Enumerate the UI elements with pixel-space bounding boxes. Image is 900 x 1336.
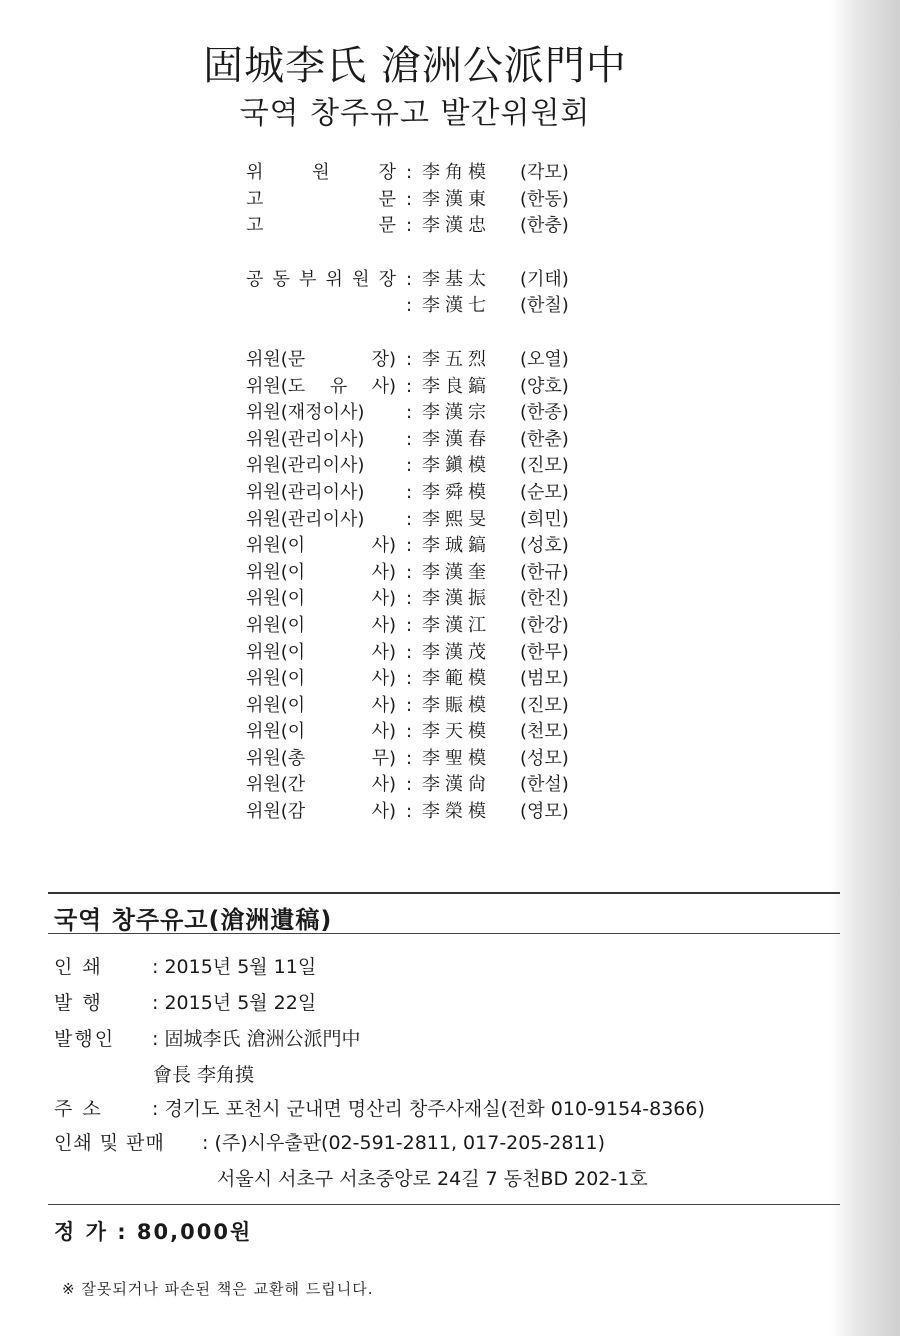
print-label: 인 쇄: [54, 956, 103, 978]
committee-role: [246, 640, 396, 667]
member-reading: (양호): [520, 375, 569, 397]
role-part: 위원(관리이사): [246, 508, 365, 530]
colon: :: [152, 956, 159, 978]
publisher-label: 발행인: [54, 1028, 116, 1050]
committee-role: [246, 480, 396, 507]
printer-address-line: [217, 1164, 648, 1191]
committee-row: [246, 374, 606, 401]
separator: :: [405, 188, 413, 210]
role-part: 사): [371, 694, 396, 716]
separator: :: [405, 295, 413, 317]
print-date-line: [54, 952, 316, 979]
committee-role: [246, 586, 396, 613]
member-name: 李漢春: [422, 428, 491, 450]
committee-row: [246, 187, 606, 214]
member-name: 李漢東: [422, 188, 491, 210]
separator: :: [405, 801, 413, 823]
committee-role: [246, 693, 396, 720]
role-part: 사): [371, 561, 396, 583]
role-part: 장: [378, 268, 396, 290]
price-label: 정 가: [54, 1220, 108, 1244]
separator: :: [405, 402, 413, 424]
committee-role: [246, 719, 396, 746]
member-reading: (희민): [520, 508, 569, 530]
role-part: 위원(관리이사): [246, 481, 365, 503]
member-reading: (한무): [520, 641, 569, 663]
role-part: 사): [371, 375, 396, 397]
separator: :: [405, 694, 413, 716]
committee-role: [246, 400, 396, 427]
role-part: 문: [378, 188, 396, 210]
role-part: 위원(간: [246, 774, 306, 796]
member-reading: (한강): [520, 614, 569, 636]
committee-role: [246, 160, 396, 187]
separator: :: [405, 721, 413, 743]
role-part: 원: [352, 268, 370, 290]
committee-row: [246, 480, 606, 507]
member-name: 李鎭模: [422, 455, 491, 477]
member-name: 李榮模: [422, 801, 491, 823]
role-part: 사): [371, 614, 396, 636]
member-name: 李珹鎬: [422, 535, 491, 557]
member-reading: (한설): [520, 774, 569, 796]
committee-title: 국역 창주유고 발간위원회: [239, 96, 591, 131]
committee-row: [246, 267, 606, 294]
committee-role: [246, 613, 396, 640]
separator: :: [405, 428, 413, 450]
colon: :: [202, 1132, 209, 1154]
member-name: 李良鎬: [422, 375, 491, 397]
member-name: 李漢江: [422, 614, 491, 636]
role-part: 사): [371, 668, 396, 690]
committee-row: [246, 746, 606, 773]
colon: :: [152, 1028, 159, 1050]
committee-row: [246, 427, 606, 454]
member-reading: (한규): [520, 561, 569, 583]
role-part: 위원(재정이사): [246, 402, 365, 424]
committee-row: [246, 772, 606, 799]
member-reading: (진모): [520, 455, 569, 477]
committee-role: [246, 772, 396, 799]
member-name: 李漢振: [422, 588, 491, 610]
role-part: 무): [371, 747, 396, 769]
committee-role: [246, 293, 396, 320]
committee-list: [246, 160, 606, 826]
member-name: 李範模: [422, 668, 491, 690]
publisher-head-line: [153, 1060, 254, 1087]
separator: :: [405, 268, 413, 290]
role-part: 사): [371, 721, 396, 743]
publish-date-line: [54, 988, 316, 1015]
member-reading: (기태): [520, 268, 569, 290]
member-name: 李熙旻: [422, 508, 491, 530]
role-part: 위: [246, 162, 264, 183]
printer-name: (주)시우출판(02-591-2811, 017-205-2811): [214, 1132, 606, 1154]
colon: :: [152, 1098, 159, 1120]
role-part: 위원(이: [246, 668, 306, 690]
role-part: 문: [378, 215, 396, 237]
member-reading: (천모): [520, 721, 569, 743]
address-text: 경기도 포천시 군내면 명산리 창주사재실(전화 010-9154-8366): [164, 1098, 705, 1120]
committee-role: [246, 533, 396, 560]
separator: :: [405, 588, 413, 610]
committee-row: [246, 453, 606, 480]
publisher-head: 會長 李角摸: [153, 1064, 255, 1086]
role-part: 위원(관리이사): [246, 428, 365, 450]
member-reading: (오열): [520, 348, 569, 370]
role-part: 위원(이: [246, 641, 306, 663]
separator: :: [405, 747, 413, 769]
member-name: 李五烈: [422, 348, 491, 370]
role-part: 위원(이: [246, 561, 306, 583]
divider-title: [48, 933, 840, 934]
role-part: 위원(문: [246, 348, 306, 370]
publisher-line: [54, 1024, 361, 1051]
committee-row: [246, 693, 606, 720]
role-part: 위원(감: [246, 801, 306, 823]
committee-role: [246, 746, 396, 773]
price-value: 80,000원: [136, 1220, 253, 1244]
committee-row: [246, 213, 606, 240]
committee-role: [246, 507, 396, 534]
member-name: 李漢七: [422, 295, 491, 317]
member-name: 李漢忠: [422, 215, 491, 237]
role-part: 원: [312, 162, 330, 183]
member-name: 李基太: [422, 268, 491, 290]
separator: :: [405, 481, 413, 503]
separator: :: [405, 348, 413, 370]
member-reading: (한칠): [520, 295, 569, 317]
committee-row: [246, 400, 606, 427]
separator: :: [405, 508, 413, 530]
printer-line: [54, 1128, 605, 1155]
member-reading: (성호): [520, 535, 569, 557]
member-reading: (범모): [520, 668, 569, 690]
separator: :: [405, 641, 413, 663]
committee-row: [246, 666, 606, 693]
committee-role: [246, 453, 396, 480]
committee-row: [246, 640, 606, 667]
committee-role: [246, 187, 396, 214]
role-part: 위원(도: [246, 375, 306, 397]
separator: :: [405, 215, 413, 237]
book-title: 국역 창주유고(滄洲遺稿): [54, 906, 333, 934]
colon: :: [152, 992, 159, 1014]
role-part: 사): [371, 641, 396, 663]
publish-date: 2015년 5월 22일: [164, 992, 317, 1014]
role-part: 사): [371, 774, 396, 796]
member-reading: (각모): [520, 162, 569, 183]
role-part: 위원(이: [246, 614, 306, 636]
committee-role: [246, 374, 396, 401]
committee-row: [246, 613, 606, 640]
role-part: 사): [371, 801, 396, 823]
committee-role: [246, 213, 396, 240]
committee-role: [246, 666, 396, 693]
committee-row: [246, 799, 606, 826]
page-gutter-shadow: [830, 0, 900, 1336]
committee-role: [246, 267, 396, 294]
committee-row: [246, 586, 606, 613]
role-part: 동: [272, 268, 290, 290]
committee-row: [246, 533, 606, 560]
separator: :: [405, 668, 413, 690]
member-reading: (한동): [520, 188, 569, 210]
role-part: 위원(이: [246, 588, 306, 610]
printer-label: 인쇄 및 판매: [54, 1132, 165, 1154]
member-name: 李漢宗: [422, 402, 491, 424]
member-name: 李賑模: [422, 694, 491, 716]
address-label: 주 소: [54, 1098, 103, 1120]
member-name: 李舜模: [422, 481, 491, 503]
committee-row: [246, 719, 606, 746]
publish-label: 발 행: [54, 992, 103, 1014]
member-reading: (한종): [520, 402, 569, 424]
role-part: 위원(이: [246, 535, 306, 557]
member-reading: (영모): [520, 801, 569, 823]
committee-row: [246, 560, 606, 587]
member-reading: (순모): [520, 481, 569, 503]
separator: :: [405, 455, 413, 477]
printer-address: 서울시 서초구 서초중앙로 24길 7 동천BD 202-1호: [217, 1168, 648, 1190]
committee-row: [246, 347, 606, 374]
divider-top: [48, 892, 840, 894]
role-part: 사): [371, 535, 396, 557]
role-part: 고: [246, 188, 264, 210]
committee-role: [246, 427, 396, 454]
separator: :: [405, 561, 413, 583]
separator: :: [405, 774, 413, 796]
role-part: 장: [378, 162, 396, 183]
role-part: 위: [325, 268, 343, 290]
member-reading: (진모): [520, 694, 569, 716]
committee-row: [246, 160, 606, 187]
member-name: 李天模: [422, 721, 491, 743]
separator: :: [405, 162, 413, 183]
member-reading: (한진): [520, 588, 569, 610]
role-part: 부: [299, 268, 317, 290]
separator: :: [405, 535, 413, 557]
member-name: 李聖模: [422, 747, 491, 769]
role-part: 위원(이: [246, 721, 306, 743]
clan-title: 固城李氏 滄洲公派門中: [203, 43, 627, 89]
member-name: 李角模: [422, 162, 491, 183]
publisher-name: 固城李氏 滄洲公派門中: [164, 1028, 361, 1050]
divider-bottom: [48, 1204, 840, 1205]
exchange-notice: ※ 잘못되거나 파손된 책은 교환해 드립니다.: [62, 1280, 374, 1298]
role-part: 위원(이: [246, 694, 306, 716]
committee-role: [246, 799, 396, 826]
price-line: 정 가 : 80,000원: [54, 1220, 253, 1244]
committee-role: [246, 347, 396, 374]
committee-row: [246, 507, 606, 534]
role-part: 위원(총: [246, 747, 306, 769]
role-part: 장): [371, 348, 396, 370]
member-reading: (한충): [520, 215, 569, 237]
print-date: 2015년 5월 11일: [164, 956, 317, 978]
role-part: 공: [246, 268, 264, 290]
role-part: 고: [246, 215, 264, 237]
member-reading: (한춘): [520, 428, 569, 450]
member-name: 李漢奎: [422, 561, 491, 583]
member-reading: (성모): [520, 747, 569, 769]
role-part: 유: [329, 375, 348, 397]
address-line: [54, 1094, 705, 1121]
member-name: 李漢尙: [422, 774, 491, 796]
separator: :: [405, 614, 413, 636]
member-name: 李漢茂: [422, 641, 491, 663]
committee-role: [246, 560, 396, 587]
committee-row: [246, 293, 606, 320]
separator: :: [405, 375, 413, 397]
role-part: 사): [371, 588, 396, 610]
role-part: 위원(관리이사): [246, 455, 365, 477]
